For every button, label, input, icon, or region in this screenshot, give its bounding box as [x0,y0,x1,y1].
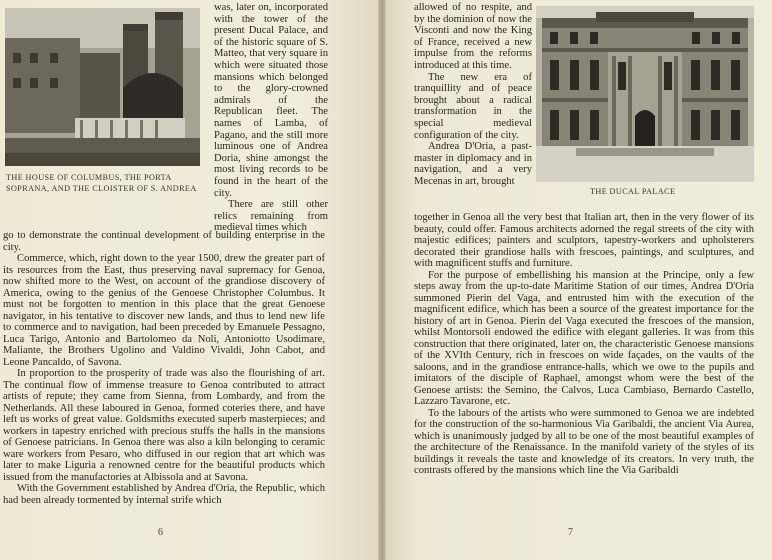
body-paragraph: go to demonstrate the continual development of building enterprise in the city. [3,230,325,253]
body-paragraph: Commerce, which, right down to the year 1500, drew the greater part of its resources from the East, thus preserving naval supremacy for Genoa, now shifted more to the West, on account of the grandiose discovery of America, owing to the genius of the Genoese Christopher Columbus. It must not be forgotten to mention in this place that the great Genoese navigator, in his tentative to discover new lands, and thus to lend new life to commerce and to navigation, had been preceded by Emanuele Pessagno, Luca Tarigo, Antonio and Bartolomeo da Noli, Antoniotto Usodimare, Maliante, the Brothers Ugolino and Valdino Vivaldi, John Cabot, and Leone Pancaldo, of Savona. [3,253,325,368]
left-body-text [3,230,325,506]
right-side-column [414,2,532,188]
page-number: 7 [568,527,573,538]
right-page [386,0,772,560]
body-paragraph: In proportion to the prosperity of trade was also the flourishing of art. The continual flow of immense treasure to Genoa contributed to attract artists of repute; they came from Sienna, from Lombardy, and from the Netherlands. All these laboured in Genoa, formed coteries there, and have left us works of great value. Goldsmiths executed superb masterpieces; and workers in tapestry enriched with precious stuffs the halls in the mansions of Genoese patricians. In Genoa there was also a kiln belonging to ceramic ware workers from Pesaro, who diffused in our region that art which was later to make Liguria a renowned centre for the beautiful products which issued from the manufactories at Albissola and at Savona. [3,368,325,483]
house-of-columbus-photo [5,8,200,166]
ducal-palace-illustration [536,6,754,182]
side-paragraph: was, later on, incorporated with the tower of the present Ducal Palace, and of the historic square of S. Matteo, that very square in which were situated those mansions which belonged to the glory-crowned admirals of the Republican fleet. The names of Lamba, of Pagano, and the still more luminous one of Andrea Doria, shine amongst the most living records to be found in the heart of the city. [214,2,328,199]
body-paragraph: To the labours of the artists who were summoned to Genoa we are indebted for the construction of the so-harmonious Via Garibaldi, the ancient Via Aurea, which is unanimously judged by all to be one of the most beautiful examples of the architecture of the Renaissance. In the manifold variety of the styles of its buildings it reveals the taste and knowledge of its creators. In very truth, the contrasts offered by the mansions which line the Via Garibaldi [414,407,754,476]
photo-caption: THE DUCAL PALACE [590,187,676,196]
left-side-column [214,2,328,234]
house-of-columbus-illustration [5,8,200,166]
photo-caption: THE HOUSE OF COLUMBUS, THE PORTA SOPRANA, AND THE CLOISTER OF S. ANDREA [6,173,197,193]
body-paragraph: For the purpose of embellishing his mansion at the Principe, only a few steps away from the up-to-date Maritime Station of our times, Andrea D'Oria summoned Pierin del Vaga, and entrusted him with the execution of the magnificent edifice, which has been a source of the greatest importance for the history of art in Genoa. Pierin del Vaga executed the frescoes of the mansion, whilst Montorsoli endowed the edifice with elegant galleries. It was from this construction that there originated, later on, the characteristic Genoese mansions of the XVIth Century, rich in frescoes on wide façades, on the vaults of the saloons, and in the grandiose entrance-halls, which we owe to the pupils and imitators of the disciple of Raphael, amongst whom were the best of the Genoese artists: the Semino, the Calvos, Luca Cambiaso, Bernardo Castello, Lazzaro Tavarone, etc. [414,269,754,407]
book-gutter [378,0,386,560]
ducal-palace-photo [536,6,754,182]
side-paragraph: Andrea D'Oria, a past-master in diplomacy and in navigation, and a very Mecenas in art, brought [414,141,532,187]
side-paragraph: allowed of no respite, and by the dominion of now the Visconti and now the King of France, received a new impulse from the reforms introduced at this time. [414,2,532,71]
side-paragraph: There are still other relics remaining from medieval times which [214,199,328,234]
side-paragraph: The new era of tranquillity and of peace brought about a radical transformation in the special medieval configuration of the city. [414,71,532,141]
page-number: 6 [158,527,163,538]
body-paragraph: With the Government established by Andrea d'Oria, the Republic, which had been already tormented by internal strife which [3,483,325,506]
right-body-text [414,212,754,477]
body-paragraph: together in Genoa all the very best that Italian art, then in the very flower of its beauty, could offer. Famous architects adorned the regal streets of the city with majestic edifices; painters and sculptors, tapestry-workers and upholsterers decorated their grandiose halls with frescoes, paintings, and sculptures, and with magnificent stuffs and furniture. [414,212,754,269]
left-page [0,0,378,560]
